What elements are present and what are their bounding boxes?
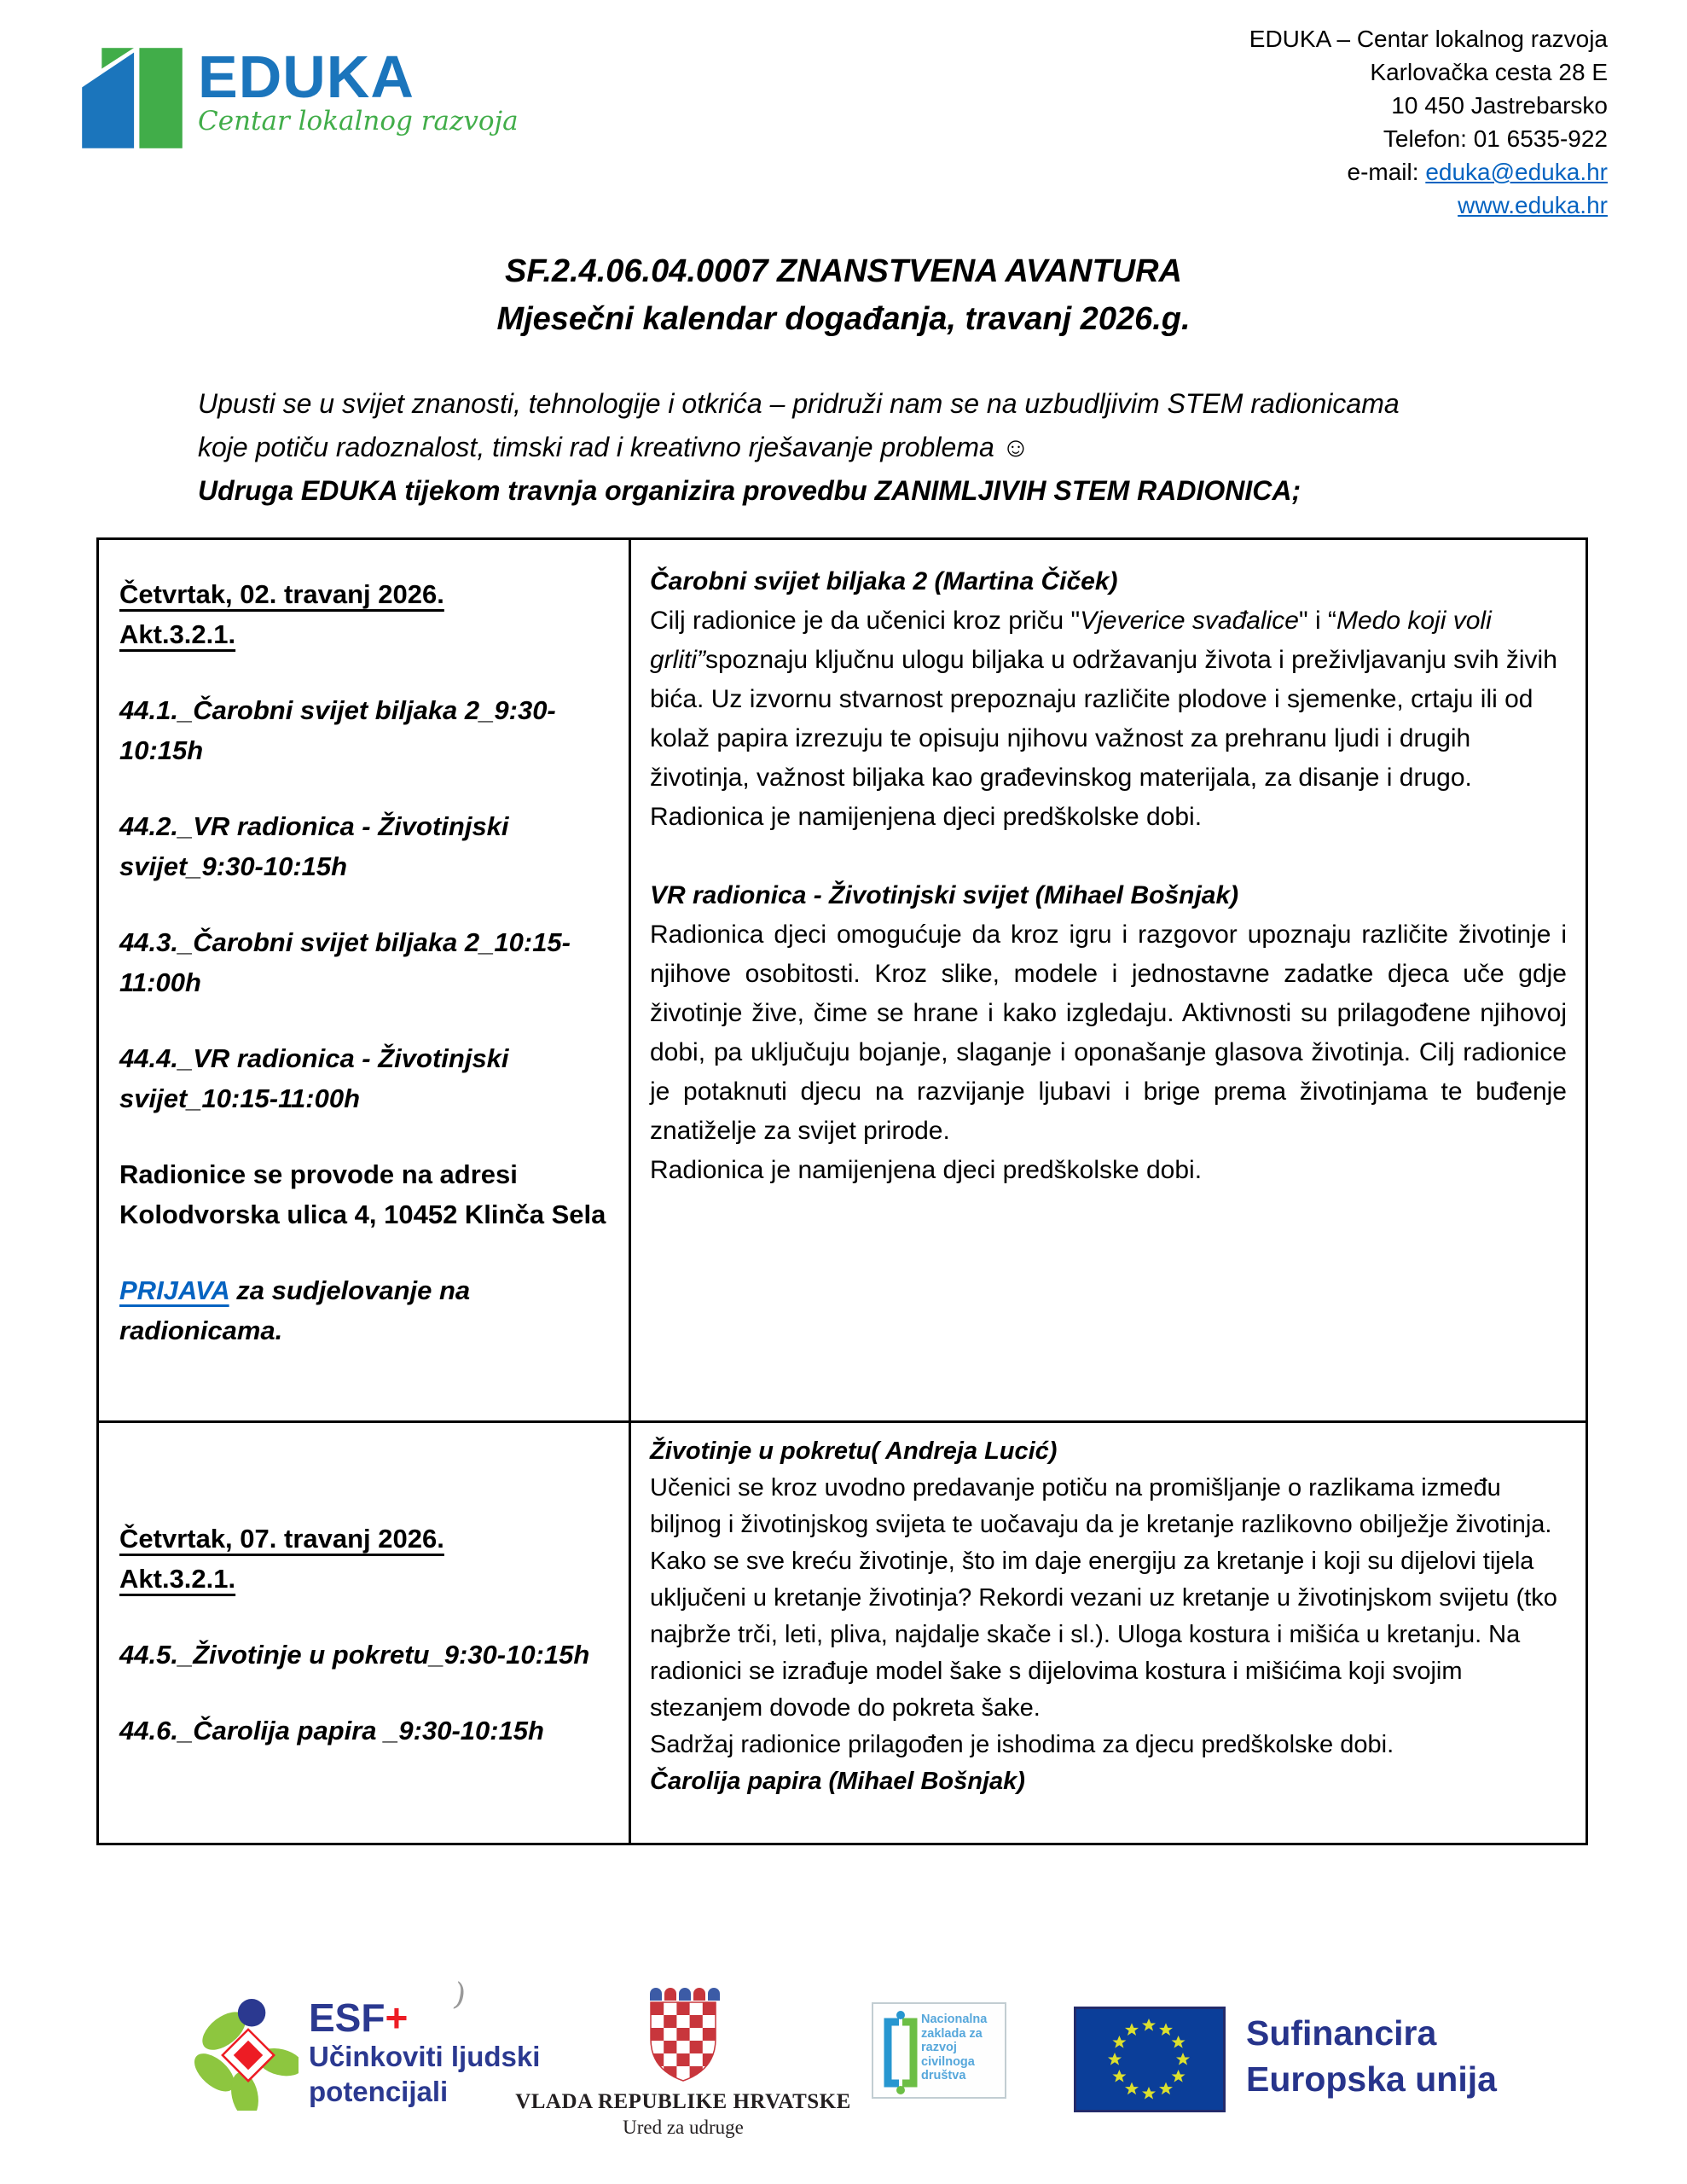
table-cell-day1-descriptions (631, 540, 1586, 1423)
eu-label-line1: Sufinancira (1246, 2013, 1437, 2053)
day1-item: 44.3._Čarobni svijet biljaka 2_10:15-11:00h (119, 927, 571, 997)
table-cell-day2-descriptions (631, 1423, 1586, 1843)
table-cell-day2-schedule (99, 1423, 631, 1843)
day1-akt: Akt.3.2.1. (119, 619, 236, 649)
workshop-heading: Životinje u pokretu( Andreja Lucić) (650, 1438, 1058, 1465)
contact-city: 10 450 Jastrebarsko (1391, 92, 1608, 119)
day2-item: 44.5._Životinje u pokretu_9:30-10:15h (119, 1640, 590, 1670)
website-link[interactable]: www.eduka.hr (1458, 192, 1608, 218)
esf-subtitle-line1: Učinkoviti ljudski (309, 2041, 541, 2072)
day2-date: Četvrtak, 07. travanj 2026. (119, 1524, 444, 1554)
croatian-government-logo (476, 1986, 890, 2139)
nacionalna-zaklada-logo (872, 2002, 1006, 2099)
email-label: e-mail: (1347, 159, 1426, 185)
day1-item: 44.1._Čarobni svijet biljaka 2_9:30-10:15h (119, 695, 556, 765)
prijava-rest: za sudjelovanje na radionicama. (119, 1275, 471, 1345)
eduka-tagline: Centar lokalnog razvoja (198, 106, 519, 136)
page-title (0, 247, 1687, 343)
workshop-description: Cilj radionice je da učenici kroz priču "Vjeverice svađalice" i “Medo koji voli grliti”spoznaju ključnu ulogu biljaka u održavanju života i preživljavanju svih živih bića. Uz izvornu stvarnost prepoznaju različite plodove i sjemenke, crtaju ili od kolaž papira izrezuju te opisuju njihovu važnost za prehranu ljudi i drugih životinja, važnost biljaka kao građevinskog materijala, za disanje i drugo. (650, 607, 1557, 792)
eduka-logo (198, 44, 519, 136)
day2-item: 44.6._Čarolija papira _9:30-10:15h (119, 1716, 544, 1745)
workshop-audience-note: Radionica je namijenjena djeci predškolske dobi. (650, 1156, 1203, 1184)
day1-item: 44.2._VR radionica - Životinjski svijet_9:30-10:15h (119, 811, 509, 881)
day1-address: Radionice se provode na adresi Kolodvorska ulica 4, 10452 Klinča Sela (119, 1159, 606, 1229)
title-line1: SF.2.4.06.04.0007 ZNANSTVENA AVANTURA (504, 253, 1182, 289)
day1-date: Četvrtak, 02. travanj 2026. (119, 579, 444, 609)
title-line2: Mjesečni kalendar događanja, travanj 2026.g. (496, 301, 1191, 337)
eu-label-line2: Europska unija (1246, 2059, 1497, 2099)
eduka-logo-icon (78, 44, 186, 152)
contact-phone: Telefon: 01 6535-922 (1383, 125, 1608, 152)
zaklada-brackets-icon (877, 2010, 918, 2095)
eu-funding-label (1246, 2010, 1497, 2102)
workshop-audience-note: Radionica je namijenjena djeci predškolske dobi. (650, 803, 1203, 831)
contact-org: EDUKA – Centar lokalnog razvoja (1249, 26, 1608, 52)
intro-block (198, 382, 1426, 513)
hr-coat-of-arms-icon (644, 1986, 722, 2083)
email-link[interactable]: eduka@eduka.hr (1425, 159, 1608, 185)
calendar-table (96, 537, 1588, 1845)
workshop-audience-note: Sadržaj radionice prilagođen je ishodima za djecu predškolske dobi. (650, 1731, 1394, 1758)
decorative-arc: ) (450, 1977, 469, 2013)
contact-block (1249, 22, 1608, 222)
esf-subtitle-line2: potencijali (309, 2076, 449, 2107)
day2-akt: Akt.3.2.1. (119, 1564, 236, 1594)
table-cell-day1-schedule (99, 540, 631, 1423)
vlada-title: VLADA REPUBLIKE HRVATSKE (515, 2090, 851, 2113)
eduka-brand-text: EDUKA (198, 44, 415, 110)
esf-pinwheel-icon (194, 1998, 299, 2111)
zaklada-text: Nacionalna zaklada za razvoj civilnoga društva (921, 2013, 988, 2082)
intro-paragraph: Upusti se u svijet znanosti, tehnologije i otkrića – pridruži nam se na uzbudljivim STEM radionicama koje potiču radoznalost, timski rad i kreativno rješavanje problema ☺ (198, 388, 1400, 462)
prijava-link[interactable]: PRIJAVA (119, 1275, 229, 1305)
esf-title: ESF (309, 1995, 386, 2040)
workshop-heading: Čarobni svijet biljaka 2 (Martina Čiček) (650, 567, 1118, 595)
workshop-heading: Čarolija papira (Mihael Bošnjak) (650, 1768, 1025, 1795)
vlada-subtitle: Ured za udruge (623, 2117, 744, 2138)
workshop-heading: VR radionica - Životinjski svijet (Mihael Bošnjak) (650, 881, 1239, 909)
contact-street: Karlovačka cesta 28 E (1370, 59, 1608, 85)
eu-flag-icon (1074, 2007, 1226, 2112)
day1-item: 44.4._VR radionica - Životinjski svijet_10:15-11:00h (119, 1043, 509, 1113)
esf-plus: + (385, 1995, 409, 2040)
workshop-description: Učenici se kroz uvodno predavanje potiču na promišljanje o razlikama između biljnog i životinjskog svijeta te uočavaju da je kretanje razlikovno obilježje životinja. Kako se sve kreću životinje, što im daje energiju za kretanje i koji su dijelovi tijela uključeni u kretanje životinja? Rekordi vezani uz kretanje u životinjskom svijetu (tko najbrže trči, leti, pliva, najdalje skače i sl.). Uloga kostura i mišića u kretanju. Na radionici se izrađuje model šake s dijelovima kostura i mišićima koji svojim stezanjem dovode do pokreta šake. (650, 1474, 1557, 1722)
intro-paragraph-bold: Udruga EDUKA tijekom travnja organizira provedbu ZANIMLJIVIH STEM RADIONICA; (198, 475, 1301, 506)
workshop-description: Radionica djeci omogućuje da kroz igru i razgovor upoznaju različite životinje i njihove osobitosti. Kroz slike, modele i jednostavne zadatke djeca uče gdje životinje žive, čime se hrane i kako izgledaju. Aktivnosti su prilagođene njihovoj dobi, pa uključuju bojanje, slaganje i oponašanje glasova životinja. Cilj radionice je potaknuti djecu na razvijanje ljubavi i brige prema životinjama te buđenje znatiželje za svijet prirode. (650, 921, 1567, 1145)
